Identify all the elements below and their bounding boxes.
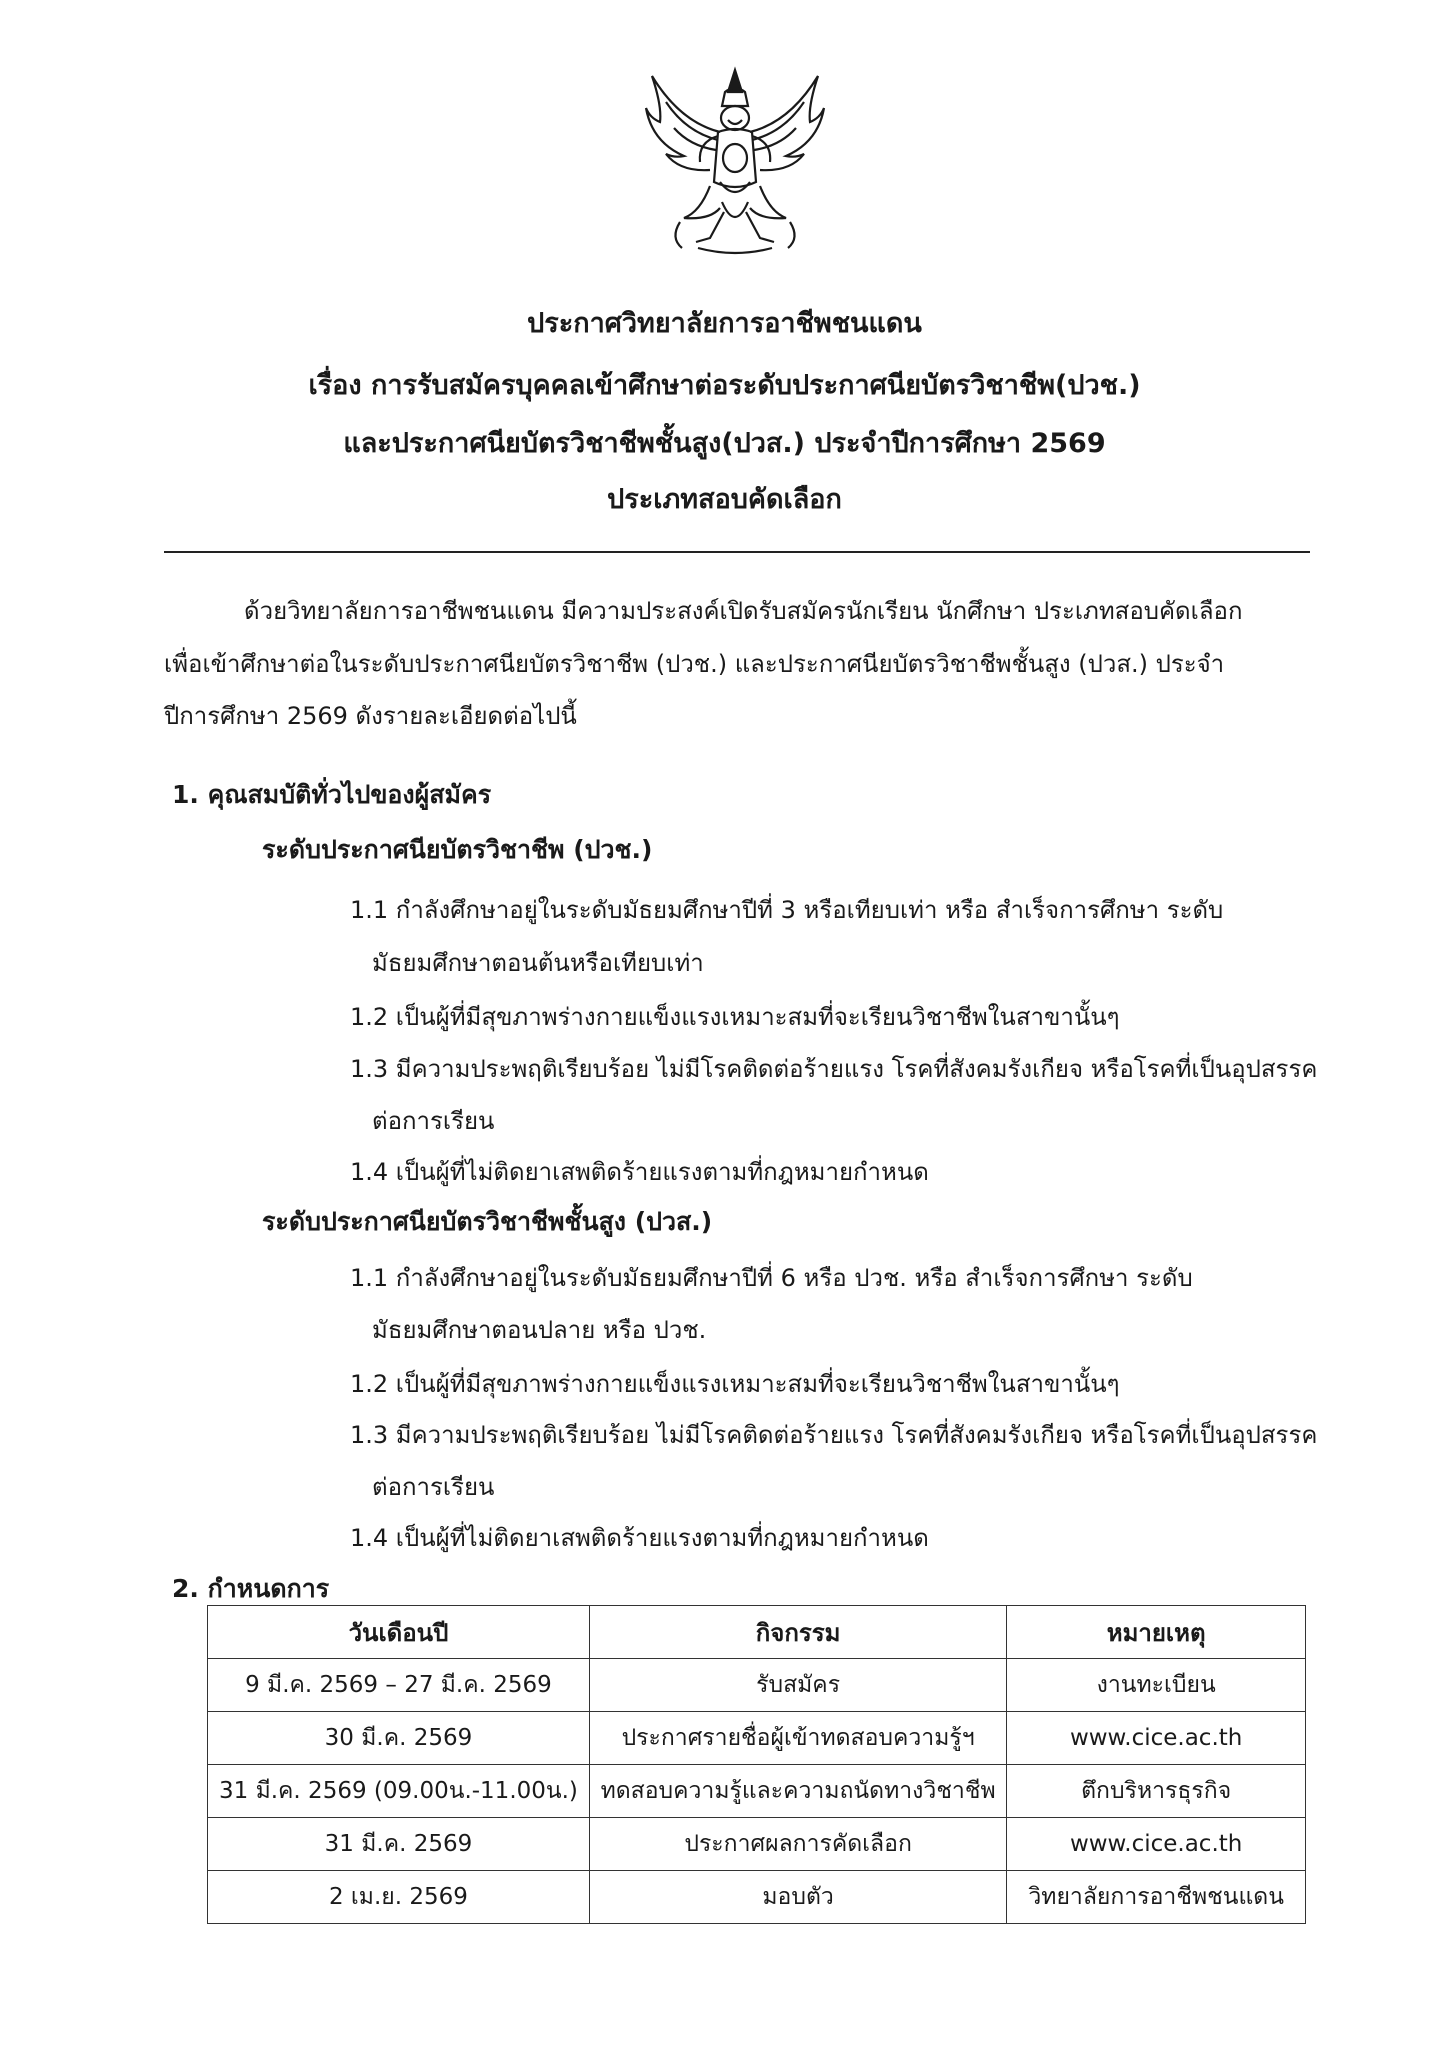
pvc-item-4: 1.4 เป็นผู้ที่ไม่ติดยาเสพติดร้ายแรงตามที่กฎหมายกำหนด: [350, 1158, 929, 1186]
pvs-item-1-cont: มัธยมศึกษาตอนปลาย หรือ ปวช.: [372, 1316, 707, 1344]
title-line-4: ประเภทสอบคัดเลือก: [607, 484, 842, 515]
pvs-item-2: 1.2 เป็นผู้ที่มีสุขภาพร่างกายแข็งแรงเหมาะสมที่จะเรียนวิชาชีพในสาขานั้นๆ: [350, 1370, 1120, 1398]
title-line-3: และประกาศนียบัตรวิชาชีพชั้นสูง(ปวส.) ประจำปีการศึกษา 2569: [343, 428, 1106, 459]
pvs-heading: ระดับประกาศนียบัตรวิชาชีพชั้นสูง (ปวส.): [262, 1207, 713, 1236]
pvc-item-3-cont: ต่อการเรียน: [372, 1107, 495, 1135]
schedule-table: [207, 1605, 1306, 1924]
pvc-item-2: 1.2 เป็นผู้ที่มีสุขภาพร่างกายแข็งแรงเหมาะสมที่จะเรียนวิชาชีพในสาขานั้นๆ: [350, 1003, 1120, 1031]
cell-date: 31 มี.ค. 2569 (09.00น.-11.00น.): [208, 1765, 590, 1818]
cell-note: www.cice.ac.th: [1007, 1818, 1306, 1871]
cell-date: 2 เม.ย. 2569: [208, 1871, 590, 1924]
intro-line-2: เพื่อเข้าศึกษาต่อในระดับประกาศนียบัตรวิชาชีพ (ปวช.) และประกาศนียบัตรวิชาชีพชั้นสูง (ปวส.) ประจำ: [164, 650, 1225, 678]
cell-date: 31 มี.ค. 2569: [208, 1818, 590, 1871]
title-line-2: เรื่อง การรับสมัครบุคคลเข้าศึกษาต่อระดับประกาศนียบัตรวิชาชีพ(ปวช.): [308, 370, 1141, 401]
table-row: [208, 1712, 1306, 1765]
section-1-heading: 1. คุณสมบัติทั่วไปของผู้สมัคร: [172, 780, 492, 809]
pvs-item-4: 1.4 เป็นผู้ที่ไม่ติดยาเสพติดร้ายแรงตามที่กฎหมายกำหนด: [350, 1524, 929, 1552]
cell-activity: ทดสอบความรู้และความถนัดทางวิชาชีพ: [589, 1765, 1006, 1818]
cell-note: งานทะเบียน: [1007, 1659, 1306, 1712]
table-row: [208, 1818, 1306, 1871]
intro-line-1: ด้วยวิทยาลัยการอาชีพชนแดน มีความประสงค์เปิดรับสมัครนักเรียน นักศึกษา ประเภทสอบคัดเลือก: [244, 597, 1243, 625]
pvc-item-1: 1.1 กำลังศึกษาอยู่ในระดับมัธยมศึกษาปีที่ 3 หรือเทียบเท่า หรือ สำเร็จการศึกษา ระดับ: [350, 896, 1224, 924]
title-divider: [164, 551, 1310, 553]
cell-date: 30 มี.ค. 2569: [208, 1712, 590, 1765]
pvs-item-1: 1.1 กำลังศึกษาอยู่ในระดับมัธยมศึกษาปีที่ 6 หรือ ปวช. หรือ สำเร็จการศึกษา ระดับ: [350, 1264, 1193, 1292]
column-header-activity: กิจกรรม: [589, 1606, 1006, 1659]
cell-activity: รับสมัคร: [589, 1659, 1006, 1712]
cell-activity: ประกาศผลการคัดเลือก: [589, 1818, 1006, 1871]
table-row: [208, 1765, 1306, 1818]
table-header-row: [208, 1606, 1306, 1659]
pvc-item-3: 1.3 มีความประพฤติเรียบร้อย ไม่มีโรคติดต่อร้ายแรง โรคที่สังคมรังเกียจ หรือโรคที่เป็นอุปสรรค: [350, 1055, 1318, 1083]
pvs-item-3: 1.3 มีความประพฤติเรียบร้อย ไม่มีโรคติดต่อร้ายแรง โรคที่สังคมรังเกียจ หรือโรคที่เป็นอุปสรรค: [350, 1421, 1318, 1449]
section-2-heading: 2. กำหนดการ: [172, 1574, 330, 1603]
cell-activity: มอบตัว: [589, 1871, 1006, 1924]
cell-date: 9 มี.ค. 2569 – 27 มี.ค. 2569: [208, 1659, 590, 1712]
garuda-emblem-icon: [640, 62, 830, 262]
intro-line-3: ปีการศึกษา 2569 ดังรายละเอียดต่อไปนี้: [164, 702, 577, 730]
column-header-note: หมายเหตุ: [1007, 1606, 1306, 1659]
pvc-heading: ระดับประกาศนียบัตรวิชาชีพ (ปวช.): [262, 835, 653, 864]
cell-note: www.cice.ac.th: [1007, 1712, 1306, 1765]
cell-note: วิทยาลัยการอาชีพชนแดน: [1007, 1871, 1306, 1924]
table-row: [208, 1659, 1306, 1712]
pvc-item-1-cont: มัธยมศึกษาตอนต้นหรือเทียบเท่า: [372, 949, 704, 977]
title-line-1: ประกาศวิทยาลัยการอาชีพชนแดน: [527, 308, 922, 339]
cell-note: ตึกบริหารธุรกิจ: [1007, 1765, 1306, 1818]
column-header-date: วันเดือนปี: [208, 1606, 590, 1659]
table-row: [208, 1871, 1306, 1924]
cell-activity: ประกาศรายชื่อผู้เข้าทดสอบความรู้ฯ: [589, 1712, 1006, 1765]
pvs-item-3-cont: ต่อการเรียน: [372, 1473, 495, 1501]
